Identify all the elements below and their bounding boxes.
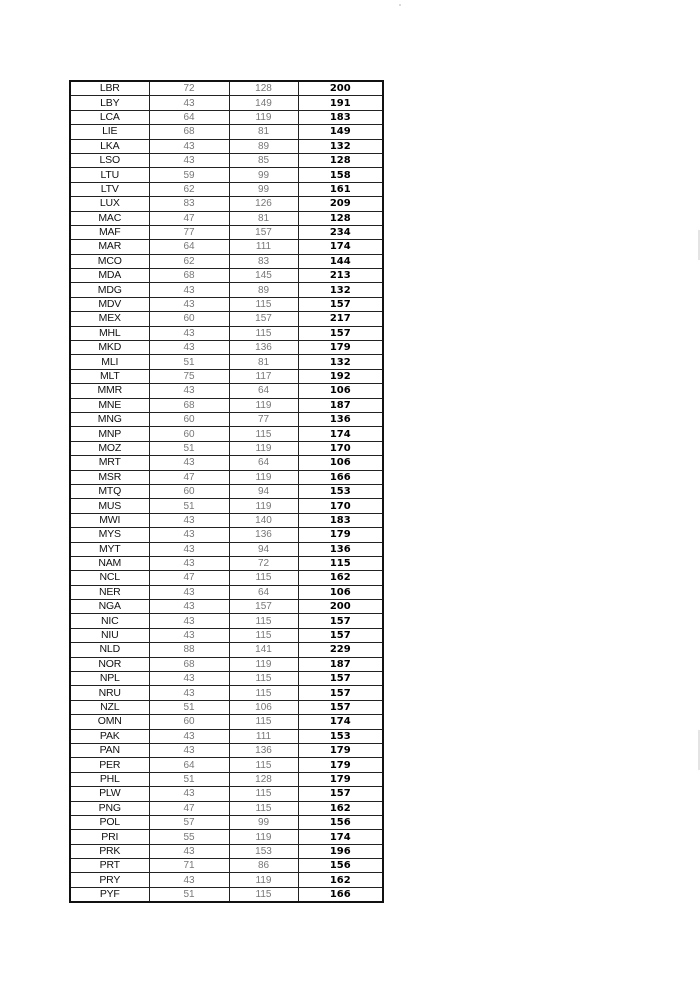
country-code-cell: PYF [70,887,149,902]
table-row [70,398,383,412]
score-b-cell: 81 [229,355,298,369]
country-code-cell: NGA [70,600,149,614]
score-a-cell: 64 [149,240,229,254]
total-cell: 136 [298,542,383,556]
country-code-cell: MEX [70,312,149,326]
score-a-cell: 43 [149,729,229,743]
score-b-cell: 115 [229,686,298,700]
country-code-cell: NIU [70,628,149,642]
total-cell: 183 [298,513,383,527]
score-b-cell: 94 [229,542,298,556]
score-b-cell: 115 [229,801,298,815]
score-a-cell: 43 [149,528,229,542]
score-b-cell: 99 [229,815,298,829]
total-cell: 179 [298,772,383,786]
table-row [70,269,383,283]
score-b-cell: 77 [229,412,298,426]
table-row [70,484,383,498]
score-a-cell: 60 [149,312,229,326]
table-row [70,81,383,96]
score-a-cell: 43 [149,743,229,757]
total-cell: 234 [298,225,383,239]
table-row [70,197,383,211]
table-row [70,859,383,873]
score-b-cell: 149 [229,96,298,110]
total-cell: 192 [298,369,383,383]
total-cell: 157 [298,686,383,700]
score-a-cell: 83 [149,197,229,211]
score-a-cell: 68 [149,269,229,283]
score-a-cell: 51 [149,355,229,369]
score-b-cell: 115 [229,326,298,340]
score-b-cell: 119 [229,499,298,513]
total-cell: 153 [298,484,383,498]
table-row [70,96,383,110]
score-b-cell: 115 [229,571,298,585]
score-b-cell: 72 [229,556,298,570]
table-body [70,81,383,902]
score-b-cell: 128 [229,81,298,96]
country-code-cell: NCL [70,571,149,585]
total-cell: 179 [298,743,383,757]
country-code-cell: NLD [70,643,149,657]
country-code-cell: MMR [70,384,149,398]
score-a-cell: 43 [149,384,229,398]
table-row [70,427,383,441]
score-a-cell: 43 [149,600,229,614]
score-b-cell: 94 [229,484,298,498]
country-code-cell: MYS [70,528,149,542]
total-cell: 166 [298,470,383,484]
score-b-cell: 117 [229,369,298,383]
score-b-cell: 140 [229,513,298,527]
country-code-cell: LKA [70,139,149,153]
table-row [70,801,383,815]
score-a-cell: 43 [149,585,229,599]
total-cell: 132 [298,139,383,153]
country-code-cell: OMN [70,715,149,729]
table-row [70,614,383,628]
table-row [70,571,383,585]
total-cell: 149 [298,125,383,139]
total-cell: 106 [298,384,383,398]
score-a-cell: 72 [149,81,229,96]
table-row [70,887,383,902]
total-cell: 132 [298,283,383,297]
table-row [70,643,383,657]
score-b-cell: 136 [229,341,298,355]
score-b-cell: 89 [229,283,298,297]
country-code-cell: PAK [70,729,149,743]
table-row [70,153,383,167]
score-a-cell: 57 [149,815,229,829]
score-a-cell: 64 [149,110,229,124]
country-code-cell: PNG [70,801,149,815]
country-code-cell: NOR [70,657,149,671]
total-cell: 174 [298,240,383,254]
score-a-cell: 43 [149,153,229,167]
country-code-cell: MSR [70,470,149,484]
total-cell: 200 [298,600,383,614]
country-code-cell: MLI [70,355,149,369]
score-a-cell: 43 [149,326,229,340]
total-cell: 153 [298,729,383,743]
score-a-cell: 47 [149,571,229,585]
country-code-cell: LSO [70,153,149,167]
total-cell: 136 [298,412,383,426]
score-a-cell: 43 [149,614,229,628]
table-row [70,873,383,887]
country-code-cell: LBY [70,96,149,110]
score-a-cell: 43 [149,787,229,801]
score-a-cell: 47 [149,470,229,484]
total-cell: 158 [298,168,383,182]
score-a-cell: 43 [149,139,229,153]
country-code-cell: PAN [70,743,149,757]
table-row [70,686,383,700]
table-row [70,182,383,196]
score-a-cell: 43 [149,628,229,642]
total-cell: 128 [298,153,383,167]
table-row [70,384,383,398]
table-row [70,787,383,801]
total-cell: 162 [298,571,383,585]
table-row [70,743,383,757]
country-code-cell: MCO [70,254,149,268]
country-code-cell: POL [70,815,149,829]
table-row [70,758,383,772]
country-code-cell: MDG [70,283,149,297]
score-a-cell: 47 [149,211,229,225]
table-row [70,341,383,355]
score-b-cell: 86 [229,859,298,873]
total-cell: 166 [298,887,383,902]
table-row [70,556,383,570]
country-code-cell: NAM [70,556,149,570]
score-b-cell: 119 [229,110,298,124]
table-row [70,772,383,786]
total-cell: 132 [298,355,383,369]
total-cell: 157 [298,326,383,340]
score-a-cell: 43 [149,96,229,110]
table-row [70,715,383,729]
total-cell: 161 [298,182,383,196]
total-cell: 106 [298,585,383,599]
country-code-cell: MLT [70,369,149,383]
country-code-cell: MNP [70,427,149,441]
table-row [70,729,383,743]
score-b-cell: 106 [229,700,298,714]
table-row [70,513,383,527]
total-cell: 170 [298,499,383,513]
total-cell: 156 [298,859,383,873]
total-cell: 200 [298,81,383,96]
score-b-cell: 126 [229,197,298,211]
score-b-cell: 115 [229,787,298,801]
score-b-cell: 128 [229,772,298,786]
country-code-cell: PRK [70,844,149,858]
country-code-cell: MRT [70,456,149,470]
table-row [70,600,383,614]
total-cell: 209 [298,197,383,211]
country-code-cell: NPL [70,672,149,686]
country-code-cell: MOZ [70,441,149,455]
total-cell: 191 [298,96,383,110]
country-code-cell: MUS [70,499,149,513]
table-row [70,542,383,556]
total-cell: 174 [298,830,383,844]
table-row [70,657,383,671]
score-a-cell: 43 [149,556,229,570]
score-a-cell: 43 [149,513,229,527]
score-a-cell: 60 [149,427,229,441]
score-b-cell: 153 [229,844,298,858]
total-cell: 157 [298,700,383,714]
total-cell: 179 [298,528,383,542]
score-a-cell: 71 [149,859,229,873]
score-b-cell: 115 [229,672,298,686]
table-row [70,297,383,311]
table-row [70,254,383,268]
total-cell: 170 [298,441,383,455]
score-a-cell: 62 [149,254,229,268]
total-cell: 157 [298,297,383,311]
total-cell: 179 [298,341,383,355]
country-code-cell: PRI [70,830,149,844]
country-code-cell: MAC [70,211,149,225]
country-code-cell: PHL [70,772,149,786]
score-b-cell: 141 [229,643,298,657]
table-row [70,815,383,829]
score-b-cell: 119 [229,830,298,844]
score-a-cell: 51 [149,772,229,786]
table-row [70,470,383,484]
score-b-cell: 157 [229,312,298,326]
score-a-cell: 60 [149,715,229,729]
table-row [70,139,383,153]
table-row [70,312,383,326]
total-cell: 187 [298,398,383,412]
score-b-cell: 64 [229,585,298,599]
total-cell: 128 [298,211,383,225]
score-b-cell: 119 [229,657,298,671]
score-a-cell: 68 [149,398,229,412]
total-cell: 157 [298,787,383,801]
score-a-cell: 43 [149,341,229,355]
score-b-cell: 81 [229,125,298,139]
total-cell: 179 [298,758,383,772]
score-a-cell: 68 [149,125,229,139]
table-row [70,225,383,239]
country-code-cell: MNG [70,412,149,426]
total-cell: 157 [298,672,383,686]
table-row [70,672,383,686]
country-code-cell: PRY [70,873,149,887]
country-code-cell: PLW [70,787,149,801]
score-b-cell: 145 [229,269,298,283]
country-code-cell: MAR [70,240,149,254]
score-b-cell: 115 [229,758,298,772]
total-cell: 156 [298,815,383,829]
score-a-cell: 77 [149,225,229,239]
country-code-cell: LTU [70,168,149,182]
score-b-cell: 115 [229,887,298,902]
score-a-cell: 43 [149,456,229,470]
score-a-cell: 51 [149,887,229,902]
country-code-cell: MNE [70,398,149,412]
score-a-cell: 62 [149,182,229,196]
country-code-cell: NZL [70,700,149,714]
score-b-cell: 119 [229,441,298,455]
country-code-cell: LUX [70,197,149,211]
score-a-cell: 43 [149,283,229,297]
score-a-cell: 43 [149,873,229,887]
country-code-cell: LBR [70,81,149,96]
total-cell: 217 [298,312,383,326]
country-code-cell: MWI [70,513,149,527]
score-b-cell: 136 [229,528,298,542]
total-cell: 157 [298,628,383,642]
score-b-cell: 119 [229,873,298,887]
score-a-cell: 43 [149,686,229,700]
score-b-cell: 136 [229,743,298,757]
country-code-cell: MTQ [70,484,149,498]
score-b-cell: 85 [229,153,298,167]
scan-speck [399,4,401,6]
table-row [70,528,383,542]
total-cell: 183 [298,110,383,124]
table-row [70,326,383,340]
country-code-cell: MAF [70,225,149,239]
score-b-cell: 115 [229,427,298,441]
score-b-cell: 157 [229,600,298,614]
score-b-cell: 81 [229,211,298,225]
score-b-cell: 119 [229,470,298,484]
table-row [70,844,383,858]
score-b-cell: 64 [229,384,298,398]
score-a-cell: 68 [149,657,229,671]
score-b-cell: 157 [229,225,298,239]
total-cell: 174 [298,715,383,729]
table-row [70,283,383,297]
table-row [70,700,383,714]
score-a-cell: 51 [149,499,229,513]
score-b-cell: 115 [229,297,298,311]
table-row [70,456,383,470]
total-cell: 174 [298,427,383,441]
table-row [70,441,383,455]
score-b-cell: 111 [229,240,298,254]
score-a-cell: 59 [149,168,229,182]
score-b-cell: 89 [229,139,298,153]
country-code-cell: NER [70,585,149,599]
table-row [70,211,383,225]
total-cell: 196 [298,844,383,858]
table-row [70,168,383,182]
total-cell: 213 [298,269,383,283]
score-a-cell: 88 [149,643,229,657]
total-cell: 187 [298,657,383,671]
score-a-cell: 43 [149,542,229,556]
total-cell: 162 [298,873,383,887]
score-b-cell: 115 [229,614,298,628]
score-b-cell: 99 [229,168,298,182]
table-row [70,125,383,139]
country-code-cell: LCA [70,110,149,124]
score-a-cell: 60 [149,412,229,426]
country-score-table [69,80,384,903]
score-b-cell: 111 [229,729,298,743]
score-a-cell: 51 [149,700,229,714]
score-a-cell: 47 [149,801,229,815]
total-cell: 162 [298,801,383,815]
score-b-cell: 119 [229,398,298,412]
table-row [70,369,383,383]
country-code-cell: MKD [70,341,149,355]
score-a-cell: 60 [149,484,229,498]
total-cell: 229 [298,643,383,657]
table-row [70,830,383,844]
total-cell: 115 [298,556,383,570]
table-row [70,499,383,513]
score-b-cell: 64 [229,456,298,470]
score-a-cell: 43 [149,844,229,858]
country-code-cell: MDA [70,269,149,283]
total-cell: 106 [298,456,383,470]
country-code-cell: LTV [70,182,149,196]
country-code-cell: PER [70,758,149,772]
score-b-cell: 115 [229,628,298,642]
table-row [70,240,383,254]
country-code-cell: NIC [70,614,149,628]
table-row [70,412,383,426]
score-b-cell: 83 [229,254,298,268]
country-code-cell: MHL [70,326,149,340]
table-row [70,585,383,599]
country-code-cell: PRT [70,859,149,873]
country-code-cell: MDV [70,297,149,311]
score-a-cell: 75 [149,369,229,383]
score-a-cell: 51 [149,441,229,455]
score-b-cell: 99 [229,182,298,196]
table-row [70,110,383,124]
country-code-cell: NRU [70,686,149,700]
table-row [70,628,383,642]
table-row [70,355,383,369]
country-code-cell: MYT [70,542,149,556]
score-a-cell: 55 [149,830,229,844]
total-cell: 157 [298,614,383,628]
score-b-cell: 115 [229,715,298,729]
score-a-cell: 64 [149,758,229,772]
score-a-cell: 43 [149,297,229,311]
total-cell: 144 [298,254,383,268]
score-a-cell: 43 [149,672,229,686]
country-code-cell: LIE [70,125,149,139]
